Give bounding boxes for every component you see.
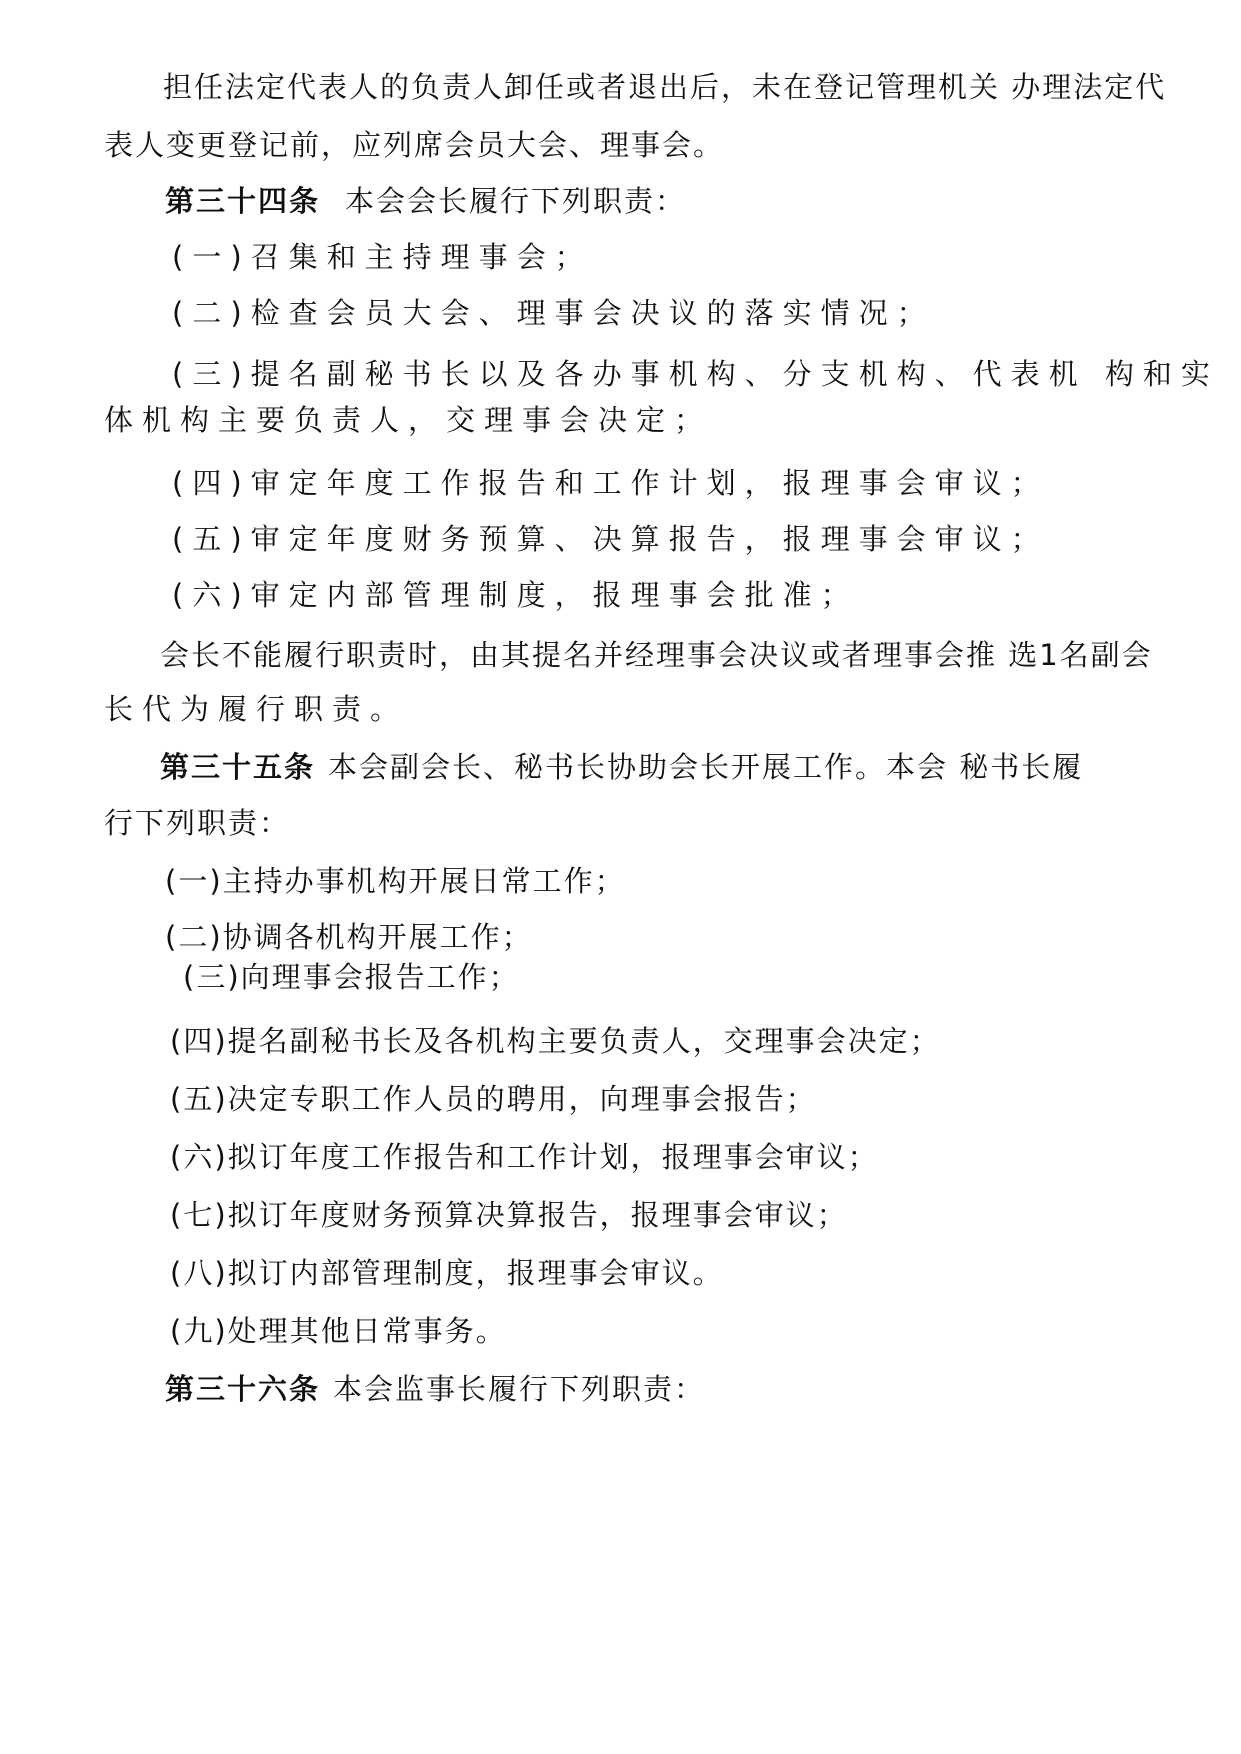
article-35-item-8: (八)拟订内部管理制度，报理事会审议。 <box>170 1256 724 1290</box>
paragraph-legal-rep-line-2: 表人变更登记前，应列席会员大会、理事会。 <box>104 128 725 162</box>
article-34-heading: 第三十四条 <box>165 184 321 218</box>
article-35-item-1: (一)主持办事机构开展日常工作； <box>165 864 626 898</box>
article-34-item-6: (六)审定内部管理制度，报理事会批准； <box>172 578 859 612</box>
article-35-item-5: (五)决定专职工作人员的聘用，向理事会报告； <box>170 1082 817 1116</box>
article-35-item-6: (六)拟订年度工作报告和工作计划，报理事会审议； <box>170 1140 879 1174</box>
article-35-item-3: (三)向理事会报告工作； <box>183 960 520 994</box>
article-34-item-2: (二)检查会员大会、理事会决议的落实情况； <box>172 296 935 330</box>
article-35-intro-line-1: 本会副会长、秘书长协助会长开展工作。本会 秘书长履 <box>328 750 1084 784</box>
article-34-item-1: (一)召集和主持理事会； <box>172 240 593 274</box>
article-35-item-9: (九)处理其他日常事务。 <box>170 1314 507 1348</box>
article-35-item-7: (七)拟订年度财务预算决算报告，报理事会审议； <box>170 1198 848 1232</box>
president-substitute-line-1: 会长不能履行职责时，由其提名并经理事会决议或者理事会推 选1名副会 <box>160 638 1153 672</box>
paragraph-legal-rep-line-1: 担任法定代表人的负责人卸任或者退出后，未在登记管理机关 办理法定代 <box>163 70 1167 104</box>
article-35-item-2: (二)协调各机构开展工作； <box>165 920 533 954</box>
article-34-item-3-line-2: 体机构主要负责人，交理事会决定； <box>104 403 713 437</box>
article-35-intro-line-2: 行下列职责： <box>104 806 291 840</box>
article-36-intro: 本会监事长履行下列职责： <box>333 1372 706 1406</box>
article-36-heading: 第三十六条 <box>165 1372 321 1406</box>
article-34-item-5: (五)审定年度财务预算、决算报告，报理事会审议； <box>172 522 1049 556</box>
article-35-heading: 第三十五条 <box>160 750 316 784</box>
article-34-item-4: (四)审定年度工作报告和工作计划，报理事会审议； <box>172 466 1049 500</box>
article-34-item-3-line-1: (三)提名副秘书长以及各办事机构、分支机构、代表机 构和实 <box>172 357 1219 391</box>
president-substitute-line-2: 长代为履行职责。 <box>104 692 409 726</box>
article-35-item-4: (四)提名副秘书长及各机构主要负责人，交理事会决定； <box>170 1024 941 1058</box>
article-34-intro: 本会会长履行下列职责： <box>345 184 687 218</box>
